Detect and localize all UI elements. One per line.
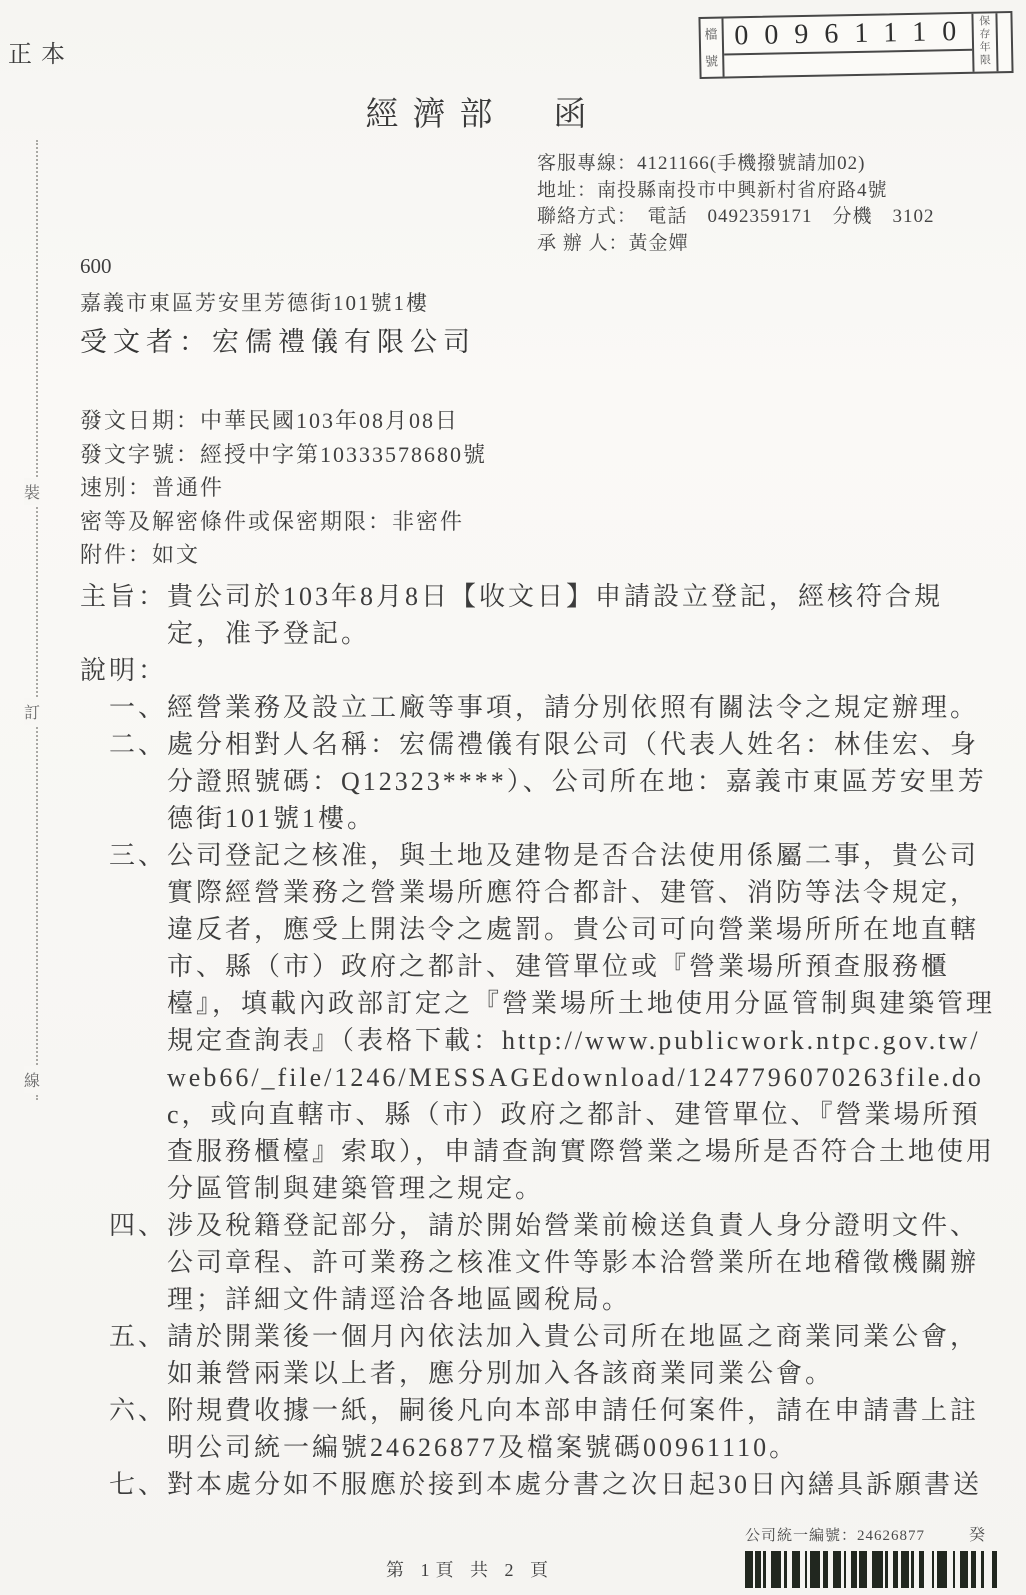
company-uniform-number [745,1522,986,1545]
item-number: 一、 [109,693,168,722]
document-body [80,578,996,1503]
archive-number-empty-row [724,51,973,77]
company-id-text: 公司統一編號：24626877 [745,1528,926,1544]
explanation-item-3 [109,837,996,1207]
retention-period-empty-cell [995,13,1011,71]
item-text: 對本處分如不服應於接到本處分書之次日起30日內繕具訴願書送 [167,1470,983,1499]
subject-label: 主旨： [80,582,168,611]
item-text: 涉及稅籍登記部分，請於開始營業前檢送負責人身分證明文件、公司章程、許可業務之核准文件等影本洽營業所在地稽徵機關辦理；詳細文件請逕洽各地區國稅局。 [167,1211,980,1314]
recipient-name-line: 受文者：宏儒禮儀有限公司 [80,327,476,357]
item-number: 五、 [109,1322,168,1351]
document-title: 經濟部 函 [365,97,601,133]
recipient-postal-code: 600 [80,254,112,278]
item-text: 請於開業後一個月內依法加入貴公司所在地區之商業同業公會，如兼營兩業以上者，應分別加入各該商業同業公會。 [167,1322,980,1388]
item-text: 處分相對人名稱：宏儒禮儀有限公司（代表人姓名：林佳宏、身分證照號碼：Q12323****）、公司所在地：嘉義市東區芳安里芳德街101號1樓。 [167,730,987,833]
subject-text: 貴公司於103年8月8日【收文日】申請設立登記，經核符合規定，准予登記。 [167,582,944,648]
archive-number-box [698,11,1013,79]
binding-dotted-line [36,140,38,1100]
archive-number-value: 00961110 [723,14,973,56]
explanation-label: 說明： [80,656,168,685]
binding-char-ding: 訂 [24,698,40,725]
explanation-item-6 [109,1392,996,1466]
item-text: 公司登記之核准，與土地及建物是否合法使用係屬二事，貴公司實際經營業務之營業場所應符合都計、建管、消防等法令規定，違反者，應受上開法令之處罰。貴公司可向營業場所所在地直轄市、縣（市）政府之都計、建管單位或『營業場所預查服務櫃檯』，填載內政部訂定之『營業場所土地使用分區管制與建築管理規定查詢表』（表格下載：http://www.publicwork.ntpc.gov.tw/web66/_file/1246/MESSAGEdownload/1247796070263file.doc，或向直轄市、縣（市）政府之都計、建管單位、『營業場所預查服務櫃檯』索取），申請查詢實際營業之場所是否符合土地使用分區管制與建築管理之規定。 [167,841,996,1203]
item-text: 附規費收據一紙，嗣後凡向本部申請任何案件，請在申請書上註明公司統一編號24626877及檔案號碼00961110。 [167,1396,980,1462]
dispatch-meta-block [80,404,487,572]
security-class: 密等及解密條件或保密期限：非密件 [80,508,465,534]
dispatch-date: 發文日期：中華民國103年08月08日 [80,408,460,433]
retention-period-label: 保存年限 [972,13,996,71]
item-number: 六、 [109,1396,168,1425]
copy-type-label: 正本 [8,42,74,68]
recipient-address: 嘉義市東區芳安里芳德街101號1樓 [80,291,429,315]
item-text: 經營業務及設立工廠等事項，請分別依照有關法令之規定辦理。 [167,693,980,722]
agency-contact-block [537,151,935,257]
contact-officer: 承 辦 人：黃金嬋 [537,232,689,254]
explanation-item-4 [109,1207,996,1318]
dispatch-number: 發文字號：經授中字第10333578680號 [80,441,488,467]
stamp-character: 癸 [969,1527,987,1544]
contact-hotline: 客服專線：4121166(手機撥號請加02) [537,153,866,174]
binding-char-zhuang: 裝 [24,478,40,505]
binding-char-xian: 線 [24,1066,40,1093]
explanation-item-7 [109,1466,996,1503]
attachment-note: 附件：如文 [80,542,201,567]
item-number: 三、 [109,841,168,870]
contact-address: 地址：南投縣南投市中興新村省府路4號 [537,179,888,201]
item-number: 七、 [109,1470,168,1499]
subject-line [80,578,996,652]
item-number: 二、 [109,730,168,759]
explanation-item-5 [109,1318,996,1392]
contact-phone: 聯絡方式： 電話 0492359171 分機 3102 [537,206,935,227]
archive-number-cell [723,14,973,77]
speed-class: 速別：普通件 [80,475,225,500]
explanation-item-1 [109,689,996,726]
page-indicator: 第 1頁 共 2 頁 [386,1560,554,1580]
barcode-image [745,1551,1013,1588]
explanation-item-2 [109,726,996,837]
item-number: 四、 [109,1211,168,1240]
archive-number-label: 檔號 [700,19,724,77]
